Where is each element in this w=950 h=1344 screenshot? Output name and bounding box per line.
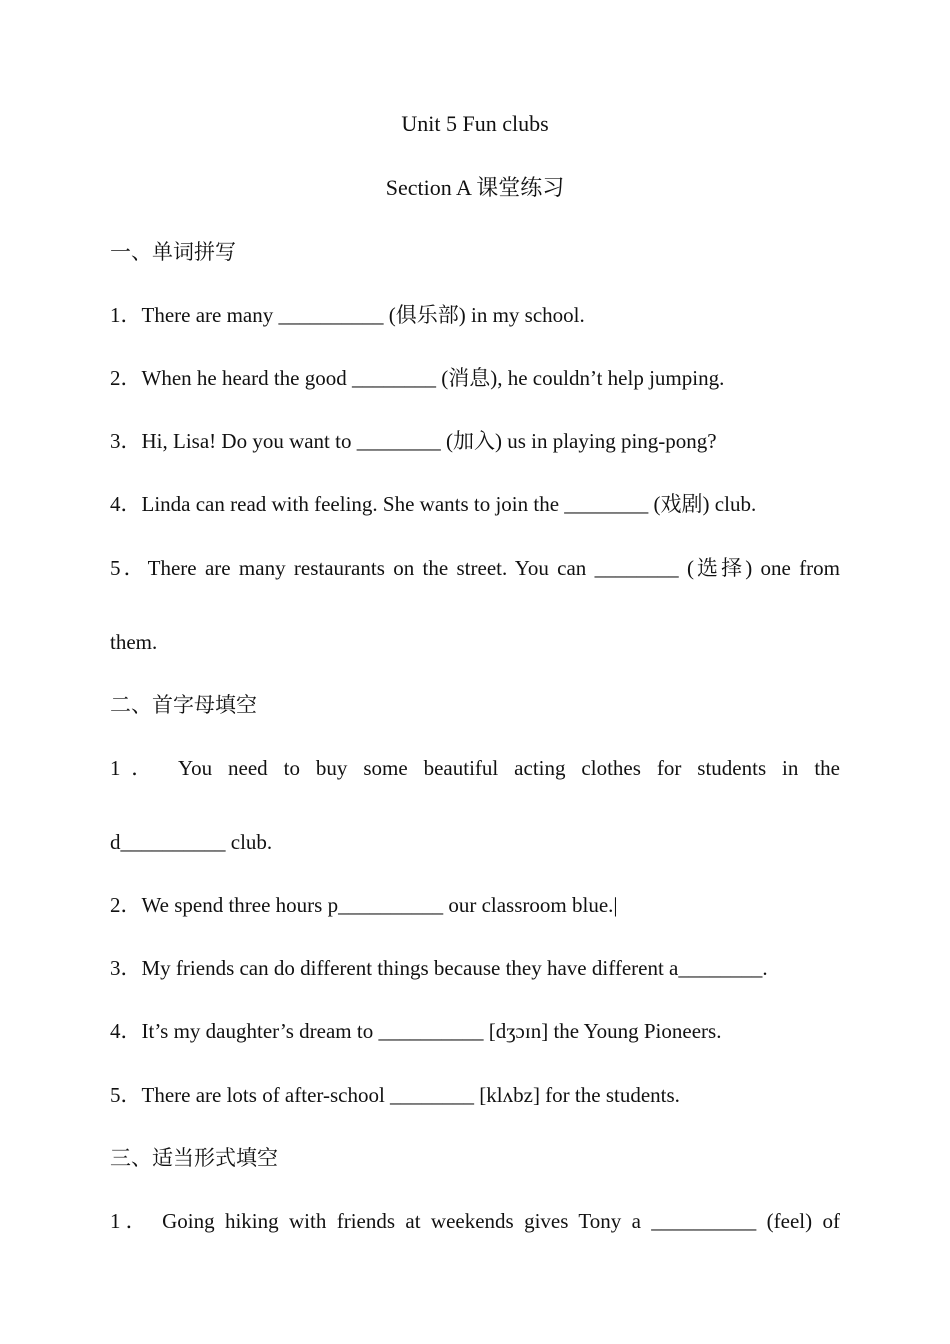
section1-question-4: 4．Linda can read with feeling. She wants to join the ________ (戏剧) club. [110,492,757,516]
page-subtitle: Section A 课堂练习 [385,175,565,200]
section1-question-5-line1: 5．There are many restaurants on the street. You can ________ (选择) one from [110,556,840,580]
section1-question-5-line2: them. [110,630,158,654]
section3-heading: 三、适当形式填空 [110,1146,278,1170]
section2-heading: 二、首字母填空 [110,693,257,717]
section2-question-1-line1: 1． You need to buy some beautiful acting clothes for students in the [110,756,840,780]
section2-question-4: 4．It’s my daughter’s dream to __________ [dʒɔɪn] the Young Pioneers. [110,1019,722,1043]
section2-question-5: 5．There are lots of after-school ________ [klʌbz] for the students. [110,1083,680,1107]
section1-question-3: 3．Hi, Lisa! Do you want to ________ (加入) us in playing ping-pong? [110,429,717,453]
section1-question-1: 1．There are many __________ (俱乐部) in my school. [110,303,585,327]
section1-question-2: 2．When he heard the good ________ (消息), he couldn’t help jumping. [110,366,725,390]
section2-question-2: 2．We spend three hours p__________ our classroom blue.| [110,893,618,917]
page-title: Unit 5 Fun clubs [401,111,549,136]
section2-question-3: 3．My friends can do different things because they have different a________. [110,956,768,980]
section2-question-1-line2: d__________ club. [110,830,273,854]
section3-question-1-line1: 1． Going hiking with friends at weekends gives Tony a __________ (feel) of [110,1209,840,1233]
section1-heading: 一、单词拼写 [110,240,236,264]
